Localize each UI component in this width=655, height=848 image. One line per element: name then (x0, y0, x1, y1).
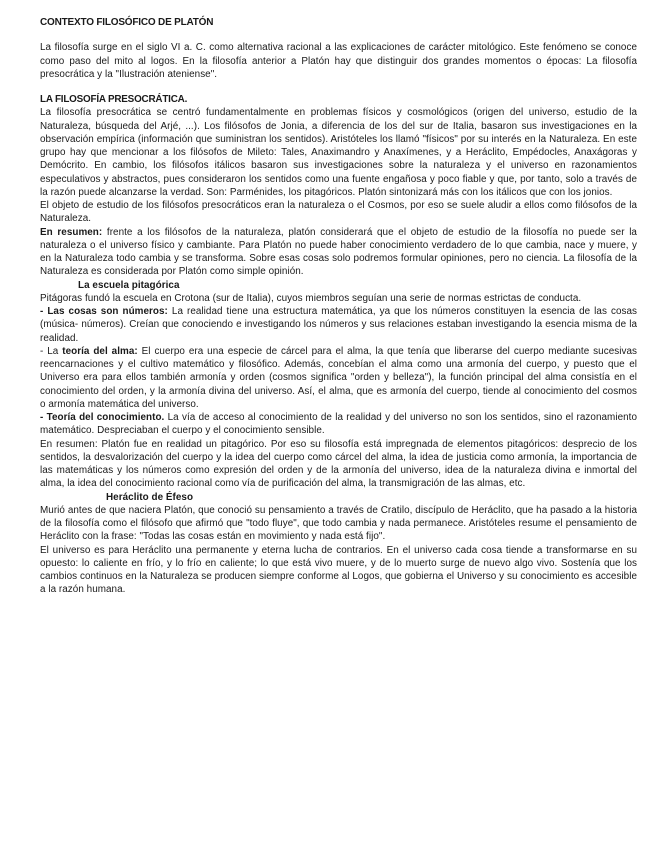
resumen-text: frente a los filósofos de la naturaleza, platón considerará que el objeto de estudio de la filosofía no puede ser la naturaleza o el universo físico y cambiante. Para Platón no puede haber conocimiento verdadero de lo que cambia, nace y muere, y en la Naturaleza todo cambia y se transforma. Sobre esas cosas solo podremos formular opiniones, pero no ciencia. La filosofía de la Naturaleza es considerada por Platón como simple opinión. (40, 226, 637, 278)
item-text: El cuerpo era una especie de cárcel para el alma, la que tenía que liberarse del cuerpo mediante sucesivas reencarnaciones y el cultivo matemático y filosófico. Además, concebían el alma como una armonía del cuerpo, y puesto que el Universo era para ellos también armonía y orden (cosmos significa "orden y belleza"), la función principal del alma consistía en el conocimiento del orden, y la armonía divina del universo. Así, el alma, que es armonía del cuerpo, tiende al conocimiento del cosmos o armonía matemática del universo. (40, 345, 637, 410)
heraclito-paragraph-1: Murió antes de que naciera Platón, que conoció su pensamiento a través de Cratilo, discípulo de Heráclito, que ha pasado a la historia de la filosofía como el filósofo que afirmó que "todo fluye", que todo cambia y nada permanece. Aristóteles resume el pensamiento de Heráclito con la frase: "Todas las cosas están en movimiento y nada está fijo". (40, 504, 637, 543)
presocratica-paragraph-2: El objeto de estudio de los filósofos presocráticos eran la naturaleza o el Cosmos, por eso se suele aludir a ellos como filósofos de la Naturaleza. (40, 200, 637, 225)
pitagorica-item-conocimiento (40, 411, 637, 438)
item-label: - Teoría del conocimiento. (40, 412, 165, 423)
pitagorica-paragraph-1: Pitágoras fundó la escuela en Crotona (sur de Italia), cuyos miembros seguían una serie de normas estrictas de conducta. (40, 292, 582, 304)
presocratica-resumen (40, 226, 637, 279)
subheading-pitagorica: La escuela pitagórica (78, 279, 180, 291)
pitagorica-item-alma (40, 345, 637, 411)
intro-paragraph: La filosofía surge en el siglo VI a. C. como alternativa racional a las explicaciones de carácter mitológico. Este fenómeno se conoce como paso del mito al logos. En la filosofía anterior a Platón hay que distinguir dos grandes momentos o épocas: La filosofía presocrática y la "Ilustración ateniense". (40, 42, 637, 80)
presocratica-paragraph-1: La filosofía presocrática se centró fundamentalmente en problemas físicos y cosmológicos (origen del universo, estudio de la Naturaleza, búsqueda del Arjé, ...). Los filósofos de Jonia, a diferencia de los del sur de Italia, basaron sus investigaciones en la observación empírica (información que suministran los sentidos). Aristóteles los llamó "físicos" por su interés en la Naturaleza. En este grupo hay que mencionar a los filósofos de Mileto: Tales, Anaximandro y Anaxímenes, y a Heráclito, Empédocles, Anaxágoras y Demócrito. En cambio, los filósofos itálicos basaron sus investigaciones sobre la naturaleza y el universo en razonamientos especulativos y abstractos, pues consideraron los sentidos como una fuente engañosa y poco fiable y que, por tanto, solo a través de la razón puede alcanzarse la verdad. Son: Parménides, los pitagóricos. Platón sintonizará más con los itálicos que con los jonios. (40, 107, 637, 198)
document-title: CONTEXTO FILOSÓFICO DE PLATÓN (40, 17, 214, 28)
pitagorica-resumen: En resumen: Platón fue en realidad un pitagórico. Por eso su filosofía está impregnada de elementos pitagóricos: desprecio de los sentidos, la desvalorización del cuerpo y la idea del cuerpo como cárcel del alma, la idea de justicia como armonía, la importancia de las matemáticas y los números como expresión del orden y de la armonía del universo, idea de la naturaleza divina e inmortal del alma, la idea del conocimiento racional como vía de purificación del alma, la transmigración de las almas, etc. (40, 438, 637, 490)
item-text: La realidad tiene una estructura matemática, ya que los números constituyen la esencia de las cosas (música- números). Creían que conociendo e investigando los números y sus relaciones estaban investigando la esencia misma de la realidad. (40, 306, 638, 344)
resumen-label: En resumen: (40, 226, 103, 238)
item-text: La vía de acceso al conocimiento de la realidad y del universo no son los sentidos, sino el razonamiento matemático. Despreciaban el cuerpo y el conocimiento sensible. (40, 412, 637, 437)
heraclito-paragraph-2: El universo es para Heráclito una permanente y eterna lucha de contrarios. En el universo cada cosa tiende a transformarse en su opuesto: lo caliente en frío, y lo frío en caliente; lo que está vivo muere, y de lo muerto surge de nuevo algo vivo. Sostenía que los cambios continuos en la Naturaleza se producen siempre conforme al Logos, que gobierna el Universo y su conocimiento es accesible a la razón humana. (40, 544, 637, 596)
document-page (40, 16, 637, 597)
item-label: teoría del alma: (62, 345, 138, 357)
subheading-heraclito: Heráclito de Éfeso (106, 491, 194, 503)
pitagorica-item-numeros (40, 305, 637, 345)
section-heading-presocratica: LA FILOSOFÍA PRESOCRÁTICA. (40, 94, 188, 105)
item-label: - Las cosas son números: (40, 306, 168, 317)
item-prefix: - La (40, 345, 63, 357)
